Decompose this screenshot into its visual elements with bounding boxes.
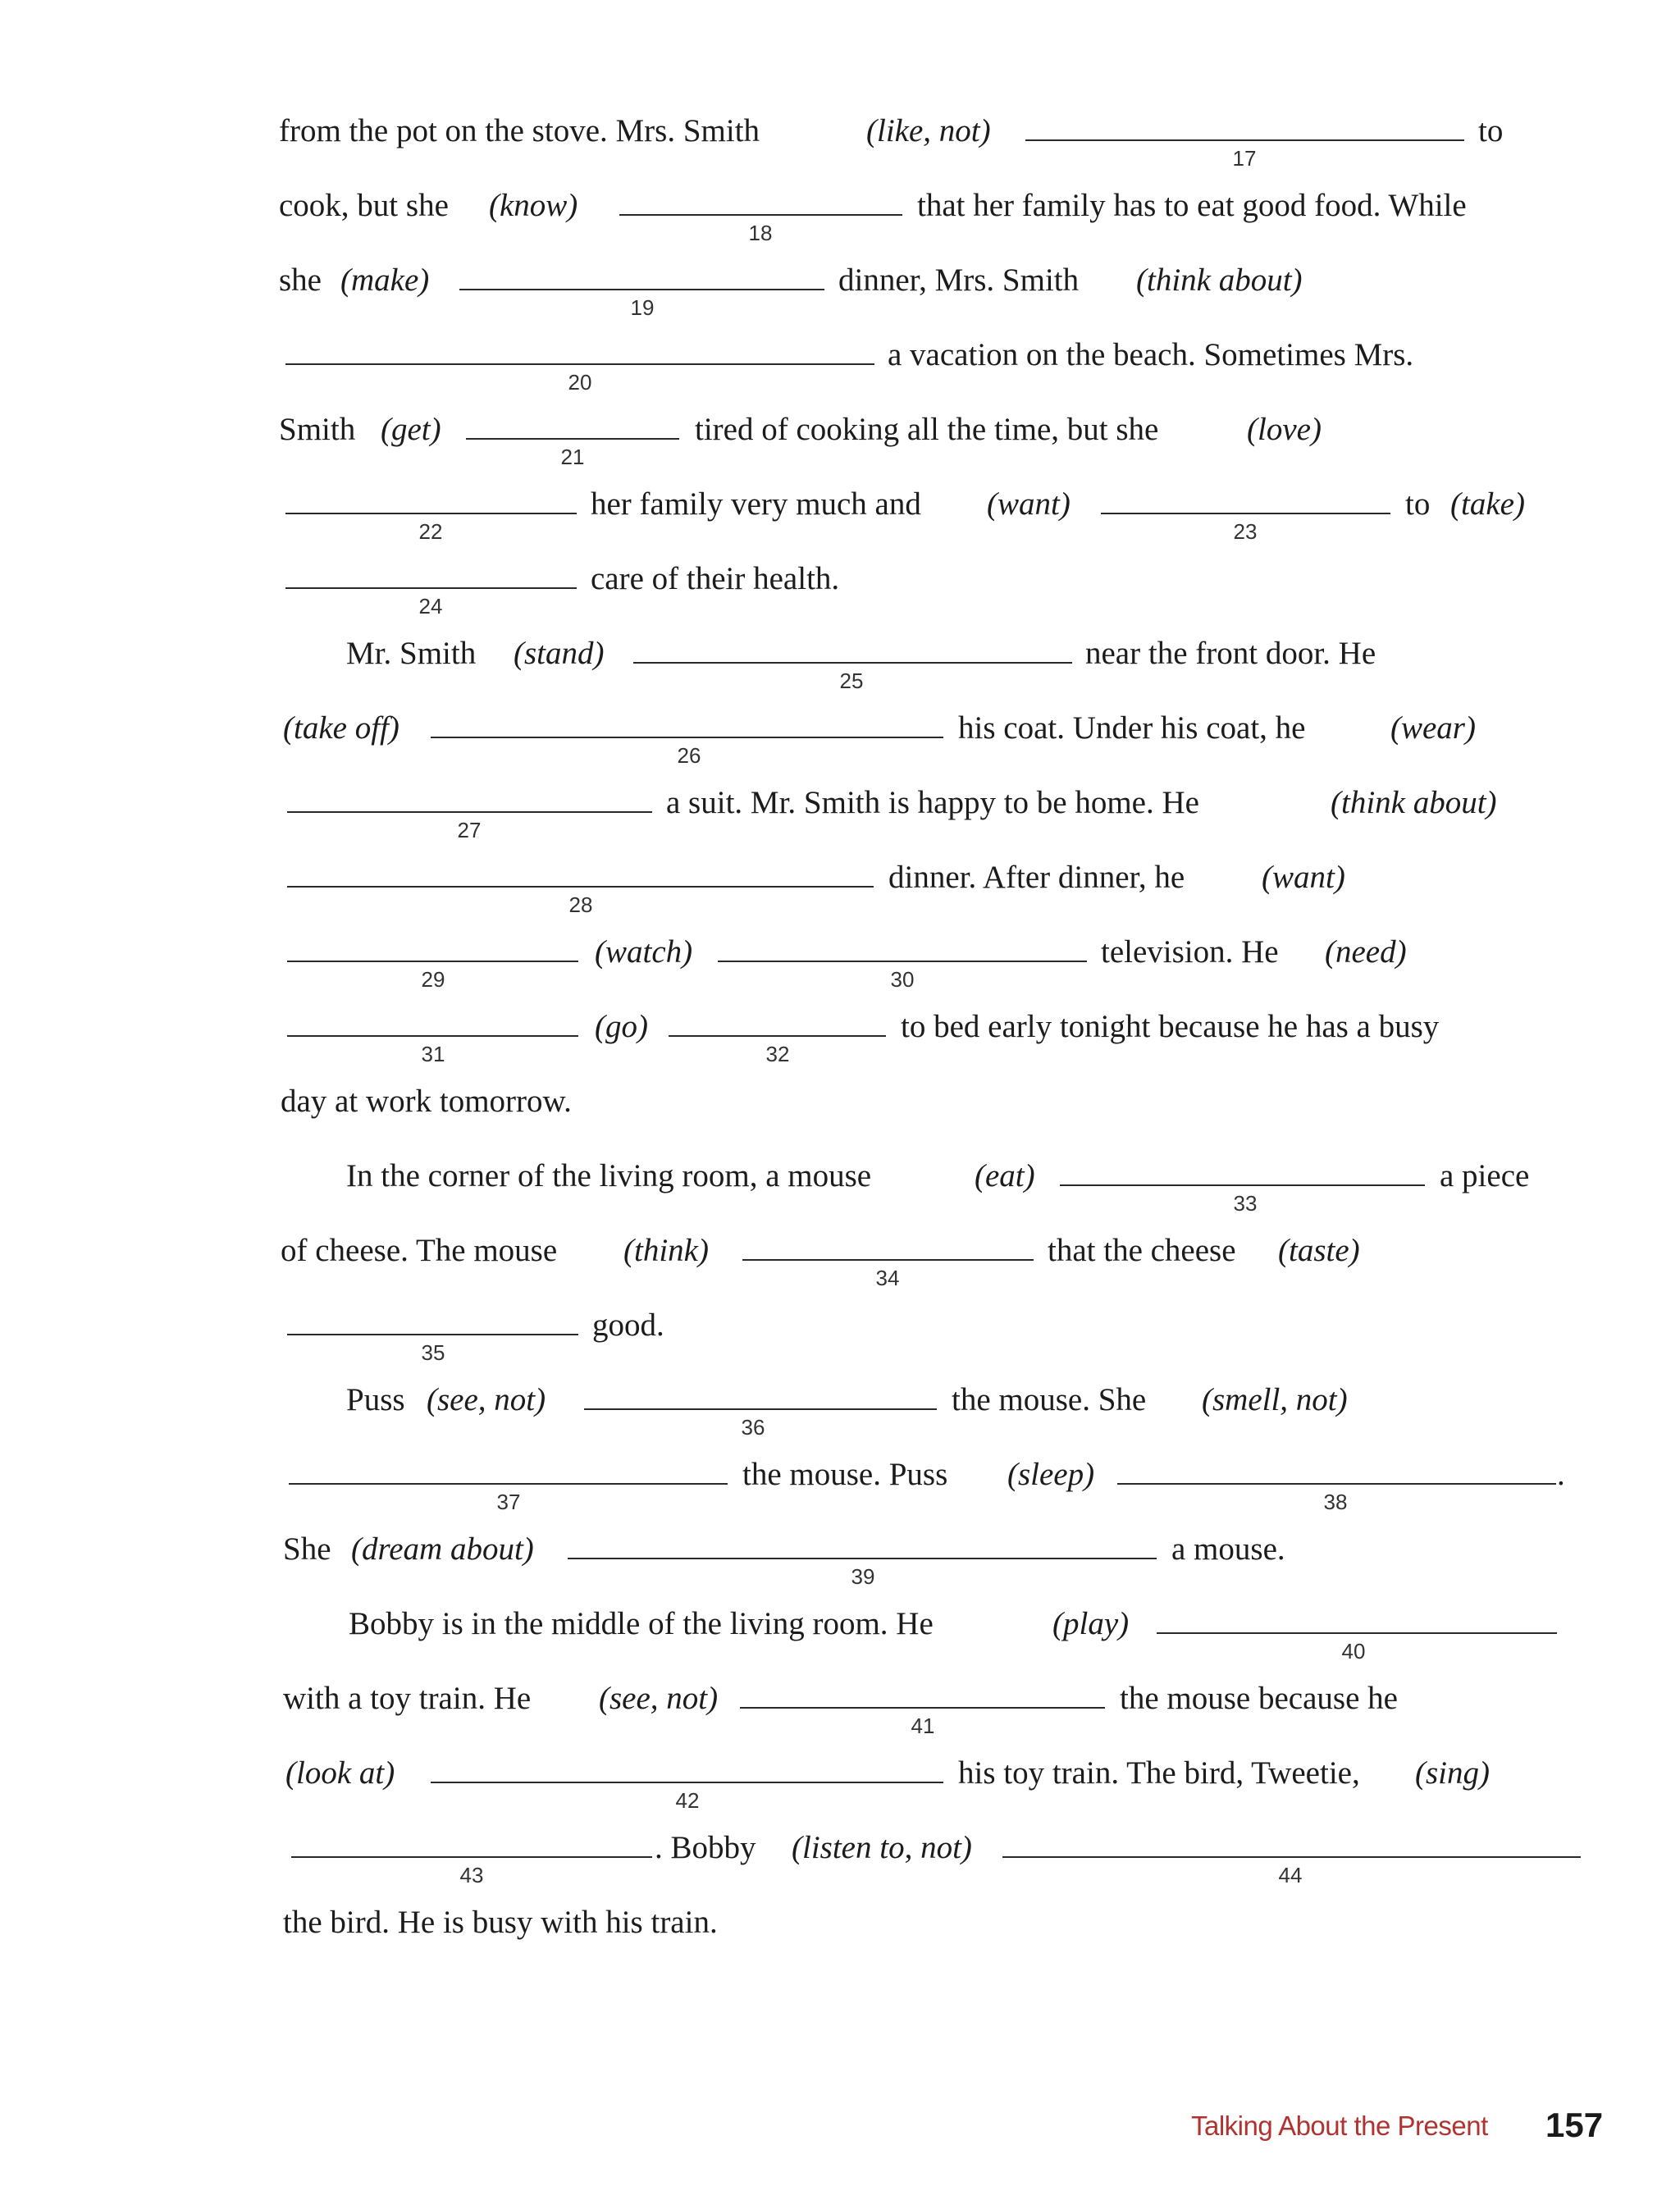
- verb-cue: (wear): [1390, 710, 1476, 746]
- answer-blank[interactable]: [285, 488, 577, 514]
- blank-number: 31: [421, 1042, 445, 1066]
- answer-blank[interactable]: [466, 413, 679, 440]
- answer-blank[interactable]: [431, 1757, 943, 1783]
- text-line: [0, 488, 1680, 564]
- verb-cue: (listen to, not): [792, 1830, 972, 1865]
- answer-blank[interactable]: [1060, 1160, 1425, 1186]
- text: the mouse because he: [1120, 1681, 1398, 1716]
- text: Mr. Smith: [346, 636, 477, 671]
- blank-number: 21: [560, 445, 585, 469]
- answer-blank[interactable]: [633, 637, 1072, 664]
- verb-cue: (see, not): [427, 1382, 546, 1417]
- verb-cue: (like, not): [866, 113, 991, 148]
- answer-blank[interactable]: [1025, 115, 1464, 141]
- verb-cue: (need): [1325, 934, 1407, 970]
- text-line: [0, 1458, 1680, 1534]
- text-line: [0, 637, 1680, 713]
- answer-blank[interactable]: [287, 1309, 578, 1335]
- answer-blank[interactable]: [289, 1458, 728, 1485]
- verb-cue: (make): [340, 262, 430, 298]
- blank-number: 23: [1233, 519, 1258, 544]
- answer-blank[interactable]: [287, 861, 874, 888]
- verb-cue: (play): [1052, 1606, 1130, 1641]
- blank-number: 40: [1341, 1639, 1366, 1663]
- answer-blank[interactable]: [285, 563, 577, 589]
- blank-number: 22: [418, 519, 443, 544]
- text: dinner, Mrs. Smith: [838, 262, 1080, 298]
- text: of cheese. The mouse: [281, 1233, 558, 1268]
- text-line: [0, 115, 1680, 190]
- blank-number: 39: [851, 1564, 875, 1589]
- text: In the corner of the living room, a mouse: [346, 1158, 872, 1193]
- answer-blank[interactable]: [584, 1384, 937, 1410]
- verb-cue: (take off): [283, 710, 399, 746]
- verb-cue: (look at): [285, 1755, 395, 1791]
- text: the mouse. Puss: [742, 1457, 948, 1492]
- answer-blank[interactable]: [287, 936, 578, 962]
- text-line: [0, 1384, 1680, 1459]
- blank-number: 26: [677, 743, 701, 768]
- verb-cue: (want): [987, 486, 1071, 522]
- answer-blank[interactable]: [1157, 1608, 1557, 1634]
- verb-cue: (think about): [1136, 262, 1303, 298]
- answer-blank[interactable]: [619, 189, 902, 216]
- answer-blank[interactable]: [285, 339, 874, 365]
- text-line: [0, 189, 1680, 265]
- text: care of their health.: [591, 561, 840, 596]
- text: the bird. He is busy with his train.: [283, 1905, 718, 1940]
- text: Smith: [279, 412, 356, 447]
- text-line: [0, 787, 1680, 862]
- blank-number: 34: [875, 1266, 900, 1290]
- blank-number: 17: [1232, 146, 1257, 171]
- text: dinner. After dinner, he: [888, 860, 1185, 895]
- answer-blank[interactable]: [669, 1011, 886, 1037]
- verb-cue: (get): [381, 412, 441, 447]
- text-line: [0, 1757, 1680, 1832]
- text: to: [1478, 113, 1504, 148]
- text: She: [283, 1531, 331, 1567]
- answer-blank[interactable]: [1002, 1832, 1581, 1858]
- verb-cue: (taste): [1278, 1233, 1360, 1268]
- text: the mouse. She: [952, 1382, 1147, 1417]
- text-line: [0, 861, 1680, 937]
- text-line: [0, 339, 1680, 414]
- blank-number: 38: [1323, 1490, 1348, 1514]
- blank-number: 36: [741, 1415, 765, 1440]
- blank-number: 24: [418, 594, 443, 618]
- blank-number: 25: [839, 669, 864, 693]
- text: a piece: [1440, 1158, 1530, 1193]
- text: television. He: [1101, 934, 1279, 970]
- answer-blank[interactable]: [287, 787, 652, 813]
- text-line: [0, 1011, 1680, 1086]
- blank-number: 18: [748, 221, 773, 245]
- text-line: [0, 1085, 1680, 1161]
- blank-number: 35: [421, 1340, 445, 1365]
- verb-cue: (think): [623, 1233, 709, 1268]
- text-line: [0, 264, 1680, 340]
- text-line: [0, 1160, 1680, 1235]
- text-line: [0, 1309, 1680, 1385]
- blank-number: 20: [568, 370, 592, 395]
- verb-cue: (take): [1450, 486, 1525, 522]
- verb-cue: (go): [595, 1009, 648, 1044]
- text-line: [0, 1832, 1680, 1907]
- text: . Bobby: [655, 1830, 756, 1865]
- verb-cue: (think about): [1331, 785, 1497, 820]
- blank-number: 41: [911, 1714, 935, 1738]
- text: his toy train. The bird, Tweetie,: [958, 1755, 1360, 1791]
- text-line: [0, 413, 1680, 489]
- answer-blank[interactable]: [568, 1533, 1157, 1559]
- text-line: [0, 1533, 1680, 1609]
- text: Bobby is in the middle of the living room. He: [349, 1606, 934, 1641]
- answer-blank[interactable]: [1101, 488, 1390, 514]
- text-line: [0, 563, 1680, 638]
- text-line: [0, 936, 1680, 1011]
- text: day at work tomorrow.: [281, 1084, 572, 1119]
- text: that her family has to eat good food. While: [917, 188, 1467, 223]
- chapter-title: Talking About the Present: [1191, 2111, 1488, 2141]
- answer-blank[interactable]: [718, 936, 1087, 962]
- verb-cue: (sing): [1415, 1755, 1490, 1791]
- text: from the pot on the stove. Mrs. Smith: [279, 113, 760, 148]
- answer-blank[interactable]: [431, 712, 943, 738]
- text: with a toy train. He: [283, 1681, 532, 1716]
- blank-number: 19: [630, 295, 655, 320]
- answer-blank[interactable]: [1117, 1458, 1556, 1485]
- text: Puss: [346, 1382, 405, 1417]
- blank-number: 28: [568, 892, 593, 917]
- answer-blank[interactable]: [291, 1832, 652, 1858]
- verb-cue: (know): [489, 188, 578, 223]
- blank-number: 43: [459, 1863, 484, 1887]
- page-number: 157: [1545, 2106, 1604, 2144]
- blank-number: 29: [421, 967, 445, 992]
- text: a mouse.: [1171, 1531, 1285, 1567]
- blank-number: 33: [1233, 1191, 1258, 1216]
- text-line: [0, 712, 1680, 787]
- verb-cue: (stand): [514, 636, 605, 671]
- text: a suit. Mr. Smith is happy to be home. He: [666, 785, 1199, 820]
- text: her family very much and: [591, 486, 921, 522]
- verb-cue: (dream about): [351, 1531, 534, 1567]
- verb-cue: (watch): [595, 934, 693, 970]
- text-line: [0, 1682, 1680, 1758]
- blank-number: 32: [765, 1042, 790, 1066]
- verb-cue: (see, not): [599, 1681, 719, 1716]
- verb-cue: (eat): [975, 1158, 1035, 1193]
- text: good.: [592, 1307, 664, 1343]
- text: cook, but she: [279, 188, 449, 223]
- verb-cue: (smell, not): [1202, 1382, 1348, 1417]
- answer-blank[interactable]: [740, 1682, 1105, 1709]
- answer-blank[interactable]: [742, 1234, 1034, 1261]
- blank-number: 37: [496, 1490, 521, 1514]
- verb-cue: (sleep): [1007, 1457, 1095, 1492]
- text: his coat. Under his coat, he: [958, 710, 1306, 746]
- text: tired of cooking all the time, but she: [695, 412, 1159, 447]
- text: near the front door. He: [1085, 636, 1376, 671]
- text: to: [1405, 486, 1431, 522]
- text: that the cheese: [1048, 1233, 1236, 1268]
- text: a vacation on the beach. Sometimes Mrs.: [888, 337, 1414, 372]
- answer-blank[interactable]: [459, 264, 824, 290]
- text-line: [0, 1608, 1680, 1683]
- blank-number: 30: [890, 967, 915, 992]
- text: .: [1557, 1457, 1565, 1492]
- blank-number: 42: [675, 1788, 700, 1813]
- text: to bed early tonight because he has a busy: [901, 1009, 1440, 1044]
- verb-cue: (want): [1262, 860, 1345, 895]
- text-line: [0, 1234, 1680, 1310]
- text: she: [279, 262, 322, 298]
- answer-blank[interactable]: [287, 1011, 578, 1037]
- text-line: [0, 1906, 1680, 1982]
- blank-number: 44: [1278, 1863, 1303, 1887]
- verb-cue: (love): [1247, 412, 1322, 447]
- blank-number: 27: [457, 818, 482, 842]
